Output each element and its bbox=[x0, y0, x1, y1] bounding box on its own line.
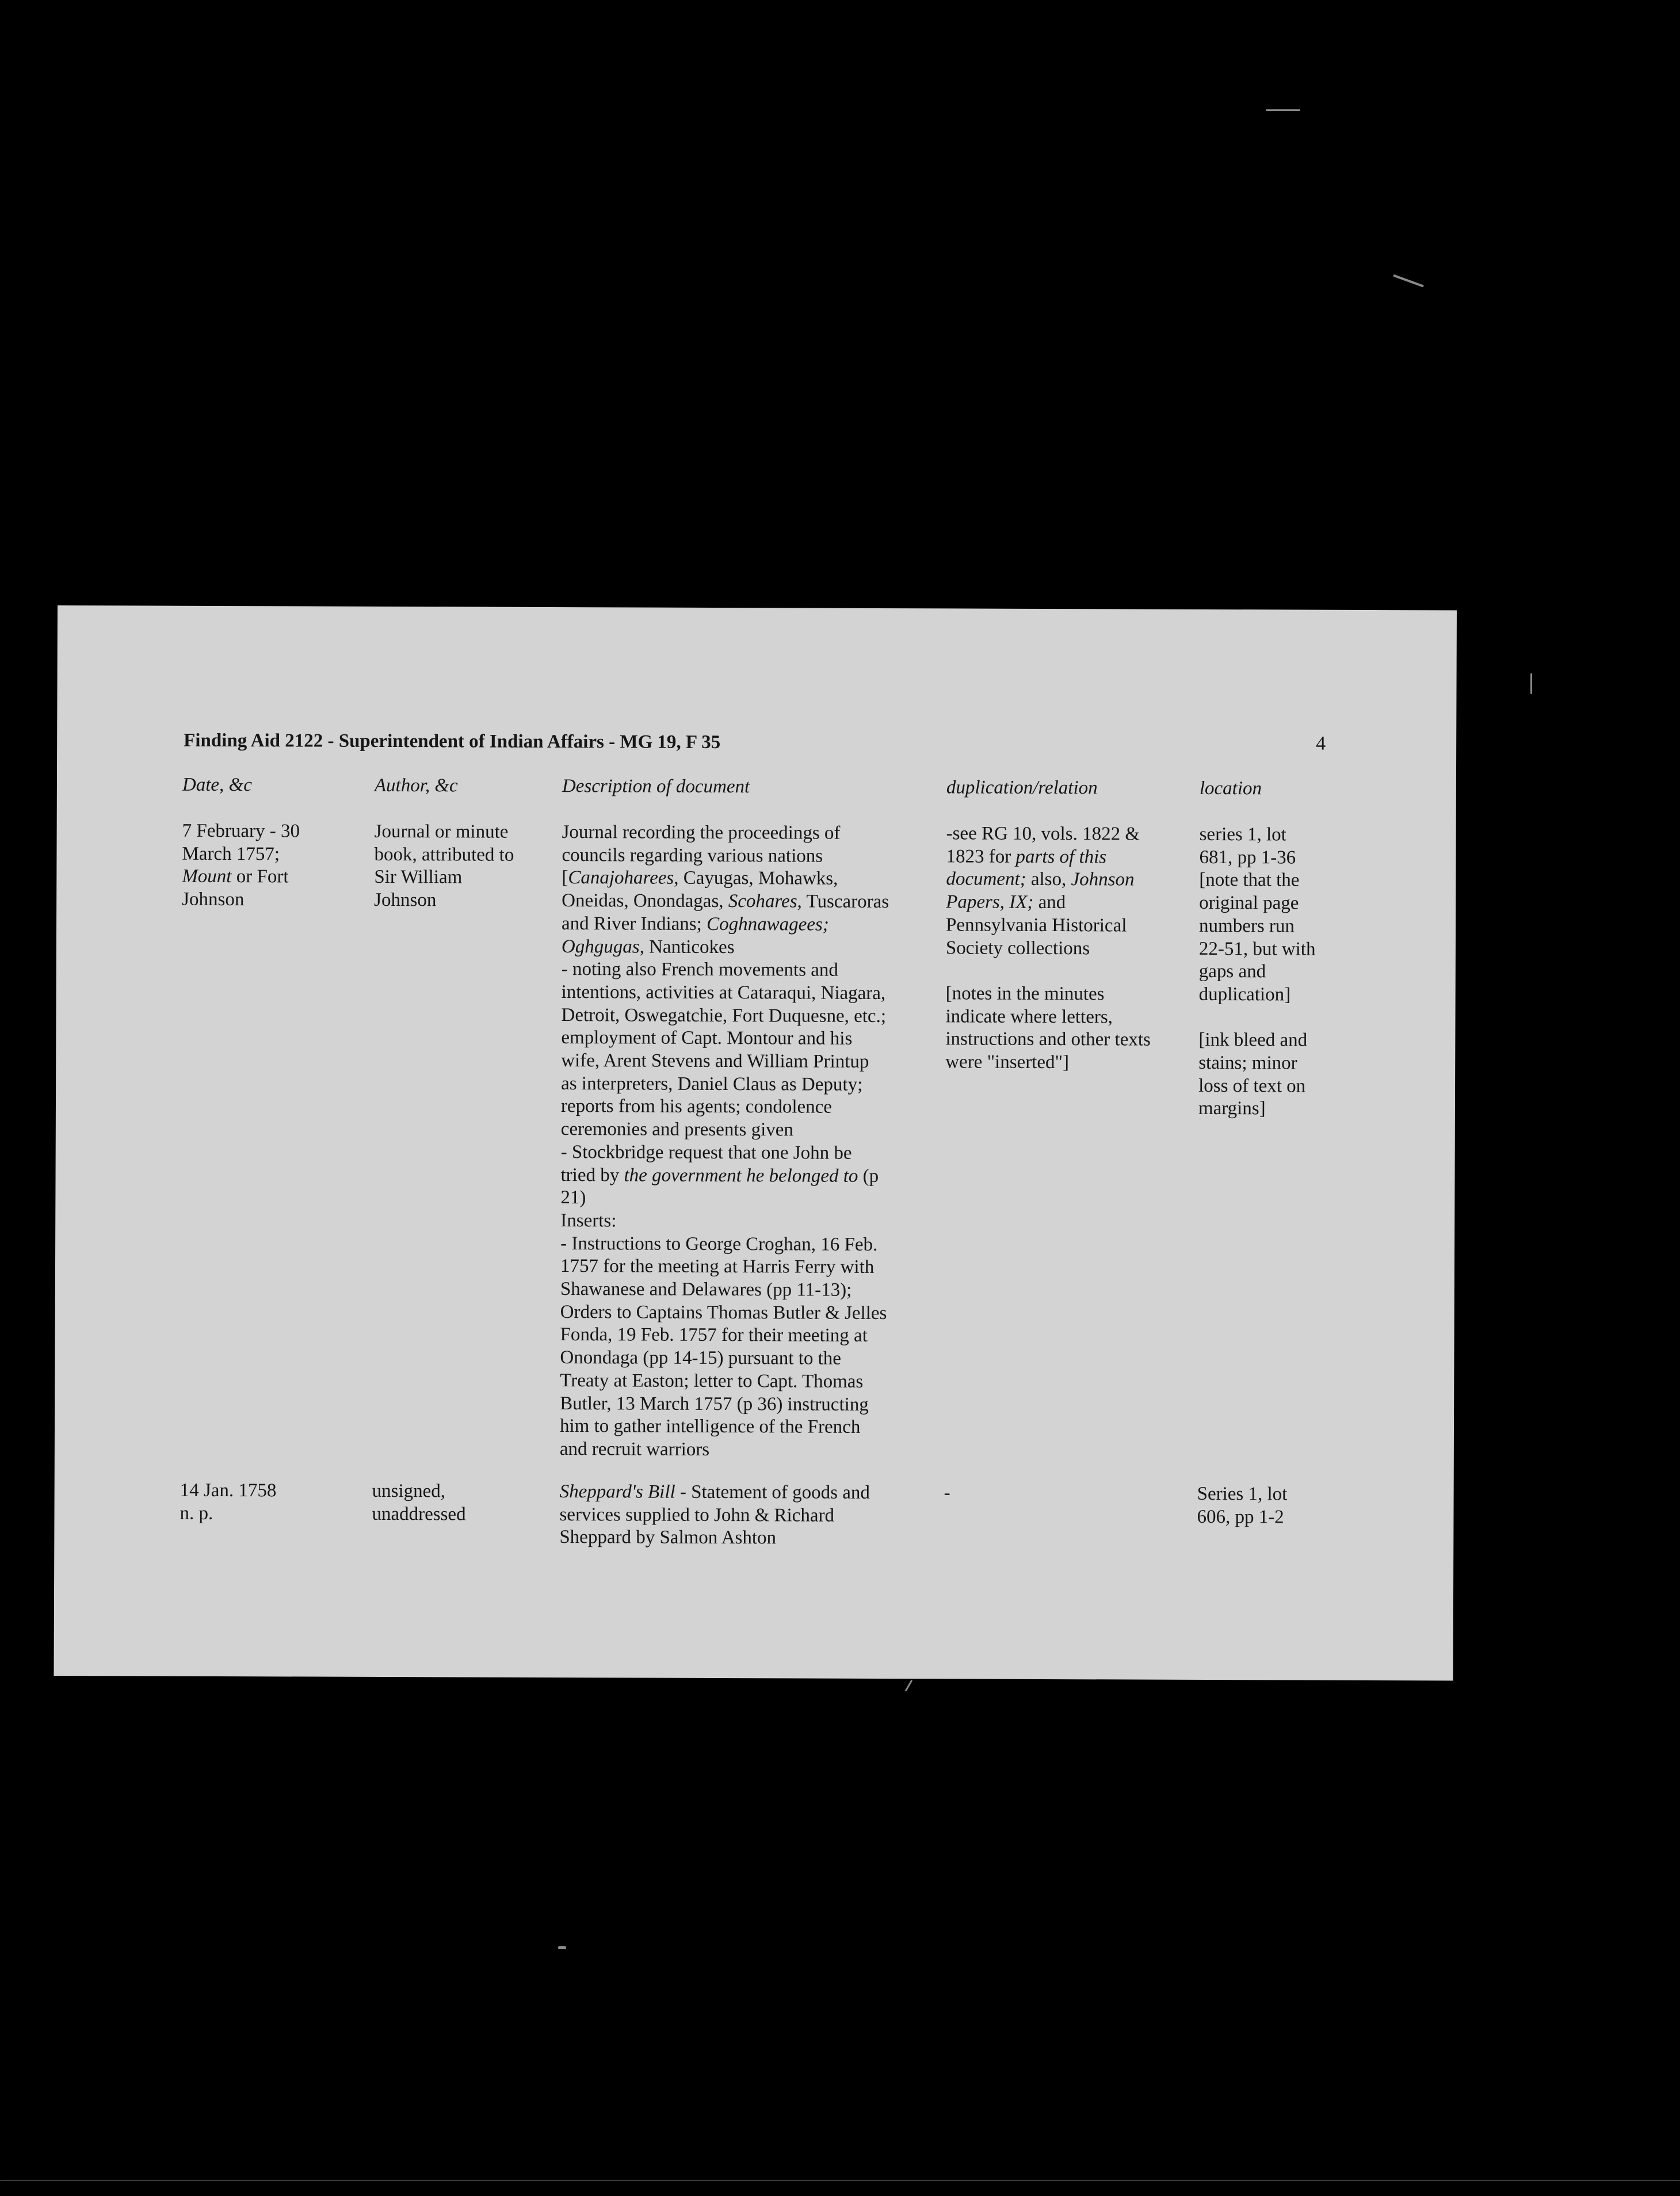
text-line bbox=[375, 821, 514, 844]
entry-2-duplication bbox=[944, 1482, 950, 1505]
text-line bbox=[1197, 1506, 1287, 1529]
text-run: Journal recording the proceedings of bbox=[562, 822, 841, 844]
text-line bbox=[946, 982, 1151, 1006]
text-run: indicate where letters, bbox=[945, 1006, 1113, 1028]
italic-text: Mount bbox=[182, 866, 232, 887]
blank-line bbox=[1198, 1006, 1315, 1030]
text-line bbox=[562, 844, 889, 868]
text-line bbox=[560, 1415, 887, 1439]
text-line bbox=[946, 914, 1151, 937]
text-line bbox=[1198, 1052, 1315, 1075]
text-line bbox=[560, 1301, 888, 1325]
text-line bbox=[562, 867, 889, 891]
text-line bbox=[561, 1141, 888, 1165]
text-line bbox=[562, 913, 889, 937]
text-run: employment of Capt. Montour and his bbox=[561, 1027, 853, 1050]
text-line bbox=[180, 1480, 277, 1503]
text-line bbox=[1198, 1097, 1315, 1120]
italic-text: Oghgugas, bbox=[561, 936, 644, 958]
column-header-author: Author, &c bbox=[374, 775, 458, 796]
entry-2-author bbox=[372, 1480, 465, 1526]
text-run: 22-51, but with bbox=[1198, 938, 1316, 960]
entry-1-location bbox=[1198, 824, 1316, 1121]
text-line bbox=[1198, 1029, 1315, 1052]
text-run: 1757 for the meeting at Harris Ferry with bbox=[560, 1256, 875, 1278]
italic-text: parts of this bbox=[1015, 846, 1107, 868]
text-line bbox=[1199, 960, 1316, 983]
text-run: original page bbox=[1199, 893, 1299, 914]
text-run: (p bbox=[858, 1165, 879, 1187]
text-run: Society collections bbox=[945, 937, 1090, 959]
text-run: duplication] bbox=[1198, 983, 1291, 1005]
text-line bbox=[1197, 1483, 1288, 1506]
text-line bbox=[1199, 937, 1316, 960]
text-run: stains; minor bbox=[1198, 1052, 1297, 1074]
text-line bbox=[182, 820, 300, 843]
text-run: Fonda, 19 Feb. 1757 for their meeting at bbox=[560, 1324, 868, 1347]
text-run: book, attributed to bbox=[374, 844, 514, 866]
text-line bbox=[946, 937, 1151, 960]
text-line bbox=[560, 1481, 870, 1505]
text-line bbox=[560, 1187, 888, 1211]
entry-1-author bbox=[374, 821, 514, 913]
text-run: - noting also French movements and bbox=[561, 959, 839, 981]
text-run: ceremonies and presents given bbox=[560, 1119, 793, 1141]
text-line bbox=[560, 1393, 887, 1417]
text-run: March 1757; bbox=[182, 843, 280, 865]
text-run: margins] bbox=[1198, 1098, 1266, 1119]
text-line bbox=[561, 1004, 888, 1028]
text-run: Series 1, lot bbox=[1197, 1483, 1288, 1505]
text-run: 681, pp 1-36 bbox=[1199, 847, 1296, 868]
page-number: 4 bbox=[1316, 733, 1326, 754]
text-line bbox=[1199, 915, 1316, 938]
text-run: Detroit, Oswegatchie, Fort Duquesne, etc.; bbox=[561, 1004, 887, 1027]
text-run: [notes in the minutes bbox=[945, 983, 1105, 1005]
text-run: Onondaga (pp 14-15) pursuant to the bbox=[560, 1347, 841, 1369]
text-run: 1823 for bbox=[946, 846, 1016, 867]
text-run: were "inserted"] bbox=[945, 1051, 1070, 1073]
text-line bbox=[559, 1526, 869, 1550]
text-line bbox=[561, 1027, 888, 1051]
page-header-title: Finding Aid 2122 - Superintendent of Indian Affairs - MG 19, F 35 bbox=[184, 730, 721, 753]
text-line bbox=[560, 1438, 887, 1462]
italic-text: Sheppard's Bill bbox=[559, 1481, 675, 1503]
text-run: or Fort bbox=[231, 866, 289, 887]
text-run: as interpreters, Daniel Claus as Deputy; bbox=[561, 1073, 863, 1095]
text-run: loss of text on bbox=[1198, 1075, 1306, 1097]
text-run: tried by bbox=[560, 1164, 624, 1185]
document-page bbox=[54, 605, 1457, 1680]
text-run: 606, pp 1-2 bbox=[1197, 1506, 1284, 1528]
text-line bbox=[560, 1233, 888, 1257]
text-line bbox=[560, 1278, 888, 1302]
text-line bbox=[561, 1095, 888, 1119]
text-run: unaddressed bbox=[372, 1503, 466, 1525]
entry-2-date bbox=[180, 1480, 276, 1526]
text-line bbox=[946, 822, 1152, 846]
scan-speck bbox=[1393, 274, 1424, 288]
column-header-description: Description of document bbox=[562, 776, 750, 798]
italic-text: the government he belonged to bbox=[624, 1164, 858, 1187]
text-line bbox=[562, 890, 889, 914]
text-line bbox=[374, 844, 514, 867]
scan-speck bbox=[1266, 109, 1300, 111]
text-run: - Instructions to George Croghan, 16 Feb. bbox=[560, 1233, 878, 1255]
italic-text: Papers, IX; bbox=[946, 891, 1034, 913]
entry-2-location bbox=[1197, 1483, 1287, 1529]
text-line bbox=[372, 1503, 465, 1526]
scan-speck bbox=[558, 1946, 566, 1949]
text-run: and River Indians; bbox=[562, 913, 707, 935]
text-line bbox=[946, 868, 1151, 892]
text-run: unsigned, bbox=[372, 1480, 446, 1502]
text-line bbox=[1199, 983, 1316, 1006]
text-run: Sir William bbox=[374, 867, 463, 888]
text-run: numbers run bbox=[1199, 915, 1295, 937]
entry-2-description bbox=[559, 1481, 870, 1550]
entry-1-date bbox=[182, 820, 300, 912]
text-run: and bbox=[1033, 892, 1066, 913]
text-line bbox=[561, 1118, 888, 1142]
italic-text: Johnson bbox=[1071, 869, 1135, 890]
text-line bbox=[374, 866, 514, 890]
text-run: , Cayugas, Mohawks, bbox=[674, 868, 838, 890]
italic-text: Scohares bbox=[728, 891, 797, 912]
text-run: also, bbox=[1026, 869, 1071, 890]
text-line bbox=[560, 1210, 888, 1234]
italic-text: document; bbox=[946, 868, 1026, 890]
text-line bbox=[560, 1324, 888, 1348]
text-run: Shawanese and Delawares (pp 11-13); bbox=[560, 1279, 852, 1301]
text-run: Orders to Captains Thomas Butler & Jelles bbox=[560, 1301, 887, 1324]
italic-text: Canajoharees bbox=[568, 867, 674, 889]
text-run: 14 Jan. 1758 bbox=[180, 1480, 277, 1501]
text-line bbox=[182, 866, 300, 889]
scan-speck bbox=[1530, 673, 1532, 694]
scan-line bbox=[0, 2180, 1680, 2181]
text-line bbox=[562, 981, 889, 1005]
text-run: [note that the bbox=[1199, 870, 1300, 891]
text-run: [ bbox=[562, 867, 568, 889]
text-run: Oneidas, Onondagas, bbox=[562, 890, 728, 912]
text-run: wife, Arent Stevens and William Printup bbox=[561, 1050, 869, 1072]
text-line bbox=[945, 1028, 1151, 1052]
text-run: councils regarding various nations bbox=[562, 844, 823, 867]
text-line bbox=[946, 845, 1151, 869]
text-run: Treaty at Easton; letter to Capt. Thomas bbox=[560, 1370, 864, 1392]
text-run: him to gather intelligence of the French bbox=[559, 1416, 861, 1438]
text-line bbox=[559, 1504, 869, 1528]
text-run: Johnson bbox=[182, 889, 245, 910]
text-line bbox=[944, 1482, 950, 1505]
text-line bbox=[372, 1480, 466, 1503]
text-run: Inserts: bbox=[560, 1210, 617, 1232]
text-line bbox=[1200, 824, 1316, 847]
text-line bbox=[562, 821, 889, 845]
text-line bbox=[560, 1164, 888, 1188]
text-line bbox=[560, 1370, 887, 1394]
text-run: gaps and bbox=[1198, 961, 1266, 982]
text-line bbox=[945, 1051, 1151, 1074]
text-line bbox=[946, 891, 1151, 915]
text-line bbox=[1199, 869, 1316, 892]
text-line bbox=[560, 1347, 887, 1371]
text-run: intentions, activities at Cataraqui, Niagara, bbox=[561, 981, 886, 1004]
column-header-location: location bbox=[1199, 777, 1262, 799]
entry-1-duplication bbox=[945, 822, 1151, 1074]
text-line bbox=[1199, 892, 1316, 915]
text-line bbox=[1198, 1075, 1315, 1098]
text-run: Journal or minute bbox=[374, 821, 509, 842]
text-run: services supplied to John & Richard bbox=[559, 1504, 835, 1526]
text-line bbox=[562, 936, 889, 960]
text-run: Butler, 13 March 1757 (p 36) instructing bbox=[560, 1393, 869, 1415]
text-run: Pennsylvania Historical bbox=[946, 914, 1127, 936]
text-run: [ink bleed and bbox=[1198, 1030, 1308, 1051]
text-run: , Tuscaroras bbox=[797, 891, 889, 913]
text-run: 7 February - 30 bbox=[182, 820, 300, 842]
text-run: Johnson bbox=[374, 890, 437, 911]
entry-1-description bbox=[560, 821, 889, 1462]
text-line bbox=[182, 889, 300, 912]
text-run: 21) bbox=[560, 1187, 586, 1208]
blank-line bbox=[946, 960, 1151, 983]
text-run: - Stockbridge request that one John be bbox=[560, 1141, 852, 1164]
text-run: - bbox=[944, 1482, 950, 1504]
text-run: Nanticokes bbox=[644, 936, 735, 958]
text-line bbox=[561, 1073, 888, 1097]
text-run: - Statement of goods and bbox=[675, 1481, 870, 1503]
text-line bbox=[180, 1502, 276, 1525]
text-run: -see RG 10, vols. 1822 & bbox=[946, 823, 1140, 845]
text-run: series 1, lot bbox=[1199, 824, 1286, 845]
text-run: and recruit warriors bbox=[559, 1439, 710, 1460]
text-run: n. p. bbox=[180, 1503, 213, 1524]
text-line bbox=[945, 1005, 1151, 1029]
text-line bbox=[562, 958, 889, 982]
text-run: instructions and other texts bbox=[945, 1028, 1151, 1050]
text-run: Sheppard by Salmon Ashton bbox=[559, 1527, 777, 1549]
text-line bbox=[374, 889, 514, 913]
column-header-duplication: duplication/relation bbox=[946, 777, 1098, 799]
scan-speck bbox=[905, 1680, 913, 1692]
text-line bbox=[561, 1050, 888, 1074]
text-line bbox=[560, 1255, 888, 1279]
text-line bbox=[1199, 847, 1316, 870]
text-run: reports from his agents; condolence bbox=[560, 1096, 833, 1118]
column-header-date: Date, &c bbox=[182, 774, 252, 796]
italic-text: Coghnawagees; bbox=[707, 913, 829, 935]
text-line bbox=[182, 842, 300, 866]
